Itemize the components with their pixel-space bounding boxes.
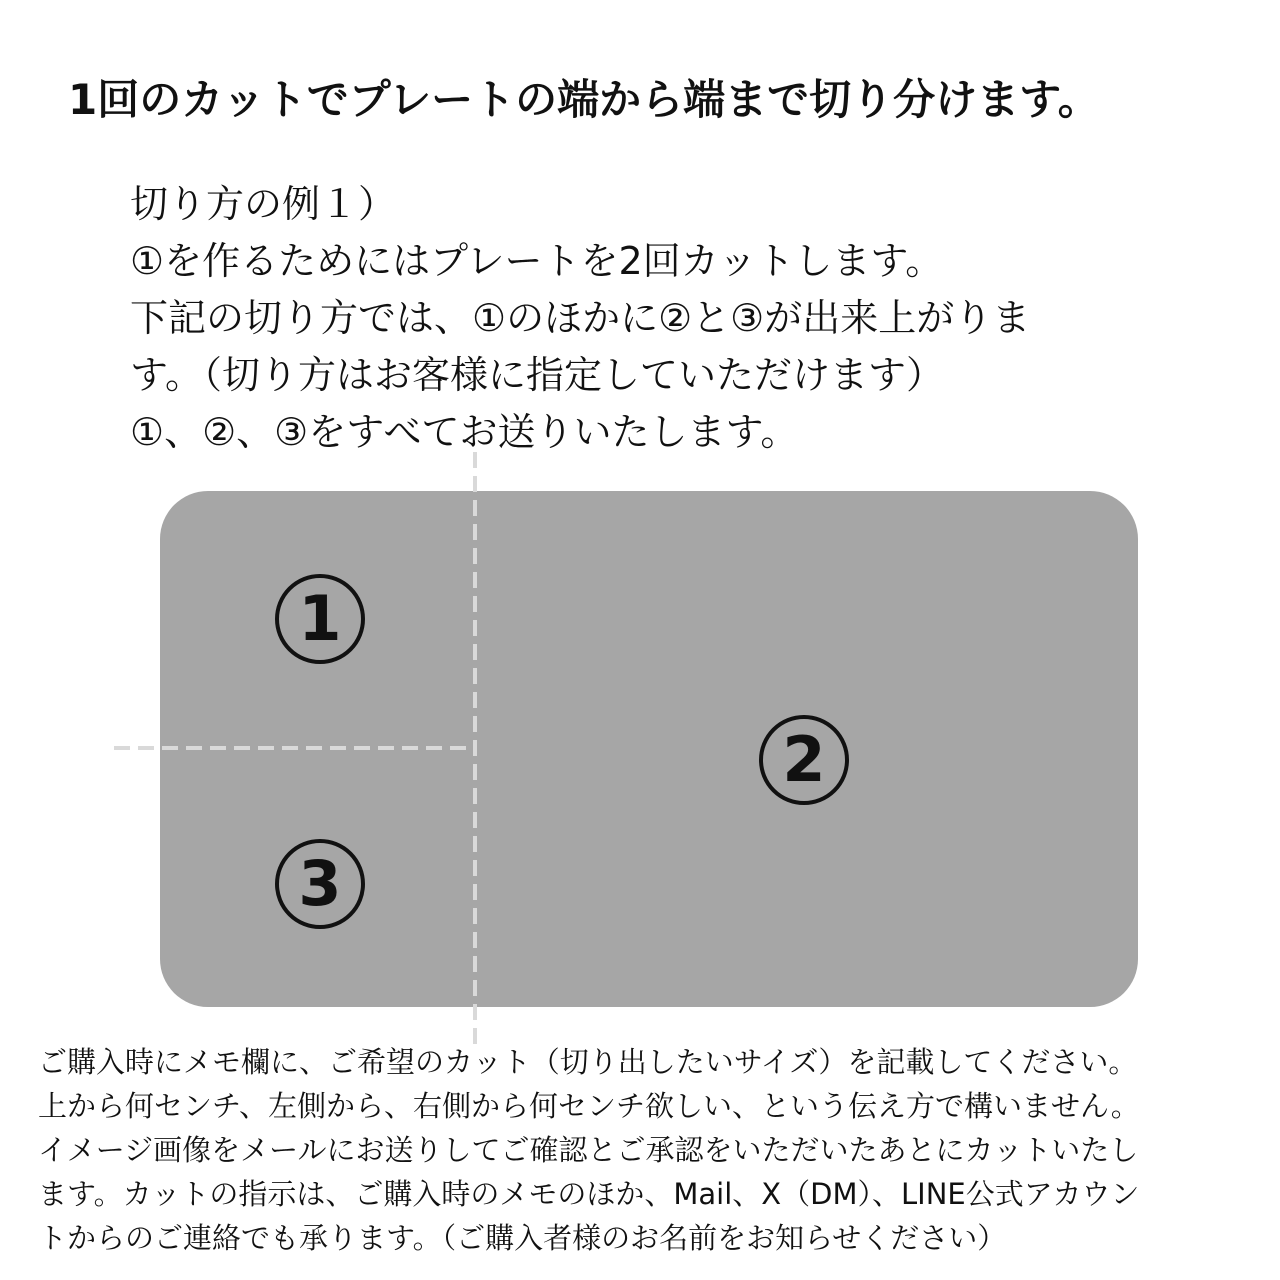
example-line: ①を作るためにはプレートを2回カットします。 bbox=[130, 239, 944, 283]
example-line: す。（切り方はお客様に指定していただけます） bbox=[130, 353, 944, 397]
note-line: イメージ画像をメールにお送りしてご確認とご承認をいただいたあとにカットいたし bbox=[38, 1133, 1139, 1167]
example-line: ①、②、③をすべてお送りいたします。 bbox=[130, 410, 799, 454]
note-line: トからのご連絡でも承ります。（ご購入者様のお名前をお知らせください） bbox=[38, 1221, 1007, 1255]
piece-2-label: 2 bbox=[759, 715, 849, 805]
order-notes bbox=[38, 1040, 1268, 1260]
piece-3-label: 3 bbox=[275, 839, 365, 929]
example-line: 切り方の例１） bbox=[130, 182, 397, 226]
note-line: ご購入時にメモ欄に、ご希望のカット（切り出したいサイズ）を記載してください。 bbox=[38, 1045, 1138, 1079]
note-line: ます。カットの指示は、ご購入時のメモのほか、Mail、X（DM）、LINE公式アカウン bbox=[38, 1177, 1140, 1211]
page-title: 1回のカットでプレートの端から端まで切り分けます。 bbox=[68, 75, 1100, 124]
piece-1-label: 1 bbox=[275, 574, 365, 664]
note-line: 上から何センチ、左側から、右側から何センチ欲しい、という伝え方で構いません。 bbox=[38, 1089, 1140, 1123]
example-line: 下記の切り方では、①のほかに②と③が出来上がりま bbox=[130, 296, 1031, 340]
